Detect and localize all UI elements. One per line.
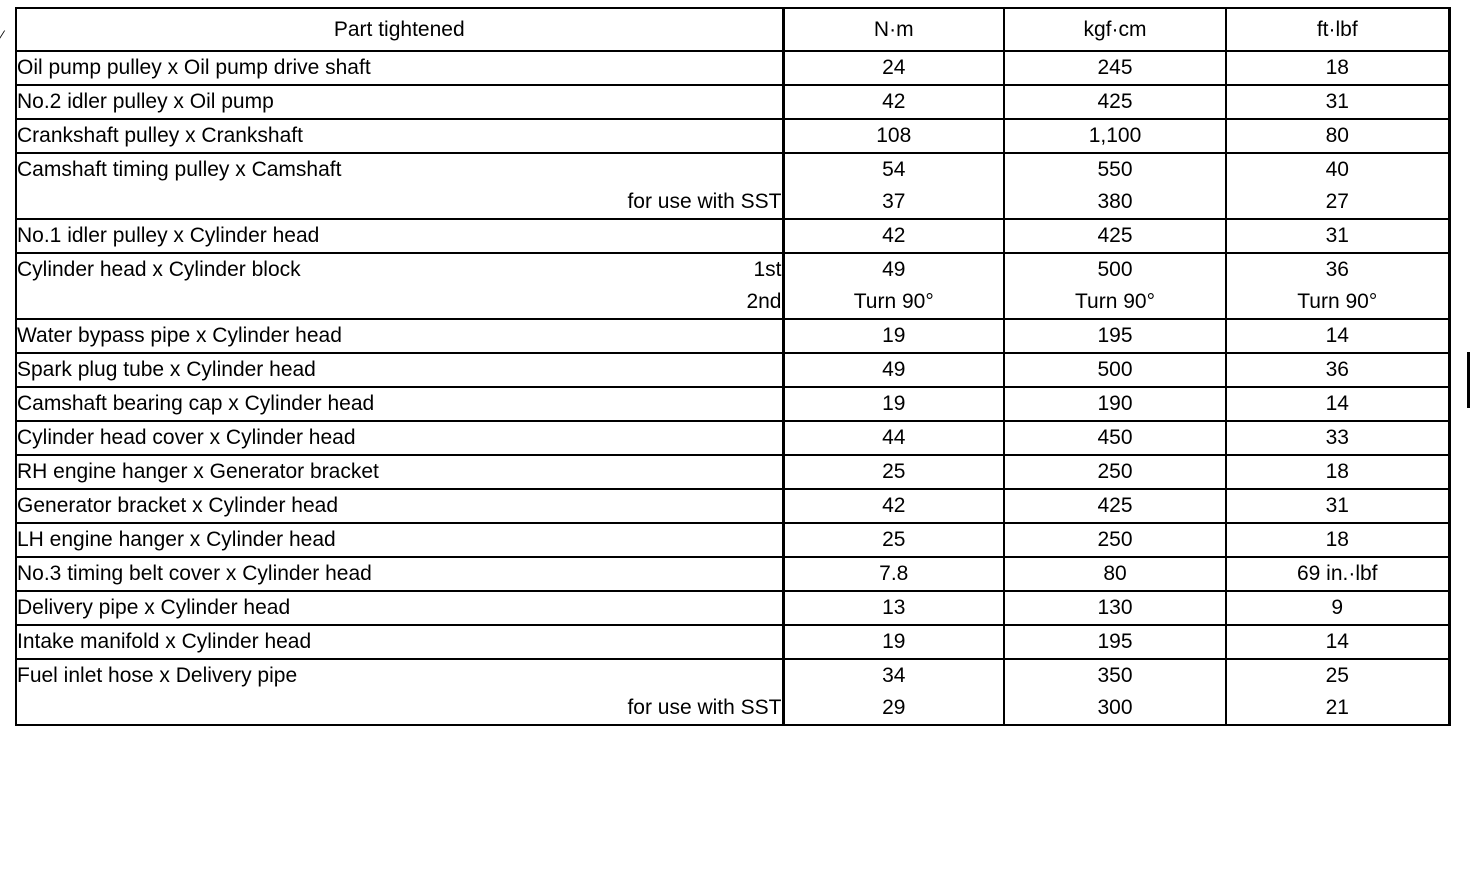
- table-row: [16, 51, 1449, 85]
- value-ft-lbf: 21: [1325, 696, 1349, 719]
- part-cell: [16, 455, 783, 489]
- value-kgf-cm-cell: [1004, 387, 1226, 421]
- table-row: [16, 523, 1449, 557]
- value-ft-lbf-cell: [1226, 85, 1449, 119]
- part-cell: [16, 353, 783, 387]
- header-kgf-cm: kgf·cm: [1004, 8, 1226, 51]
- value-nm-cell: [783, 85, 1004, 119]
- value-nm: 108: [876, 124, 912, 147]
- value-nm-cell: [783, 421, 1004, 455]
- value-ft-lbf-cell: [1226, 253, 1449, 319]
- part-cell: [16, 591, 783, 625]
- value-kgf-cm-cell: [1004, 253, 1226, 319]
- part-name: Spark plug tube x Cylinder head: [17, 358, 316, 381]
- value-nm-cell: [783, 659, 1004, 725]
- value-ft-lbf-cell: [1226, 319, 1449, 353]
- edge-bar-mark: [1467, 352, 1470, 408]
- part-cell: [16, 387, 783, 421]
- header-row: [16, 8, 1449, 51]
- value-kgf-cm-cell: [1004, 353, 1226, 387]
- value-kgf-cm: 1,100: [1088, 124, 1142, 147]
- part-name: Oil pump pulley x Oil pump drive shaft: [17, 56, 371, 79]
- part-cell: [16, 219, 783, 253]
- value-nm-cell: [783, 119, 1004, 153]
- value-kgf-cm: 350: [1097, 664, 1133, 687]
- step-note: for use with SST: [627, 696, 782, 719]
- value-ft-lbf-cell: [1226, 659, 1449, 725]
- value-ft-lbf-cell: [1226, 119, 1449, 153]
- value-kgf-cm: 425: [1097, 494, 1133, 517]
- value-kgf-cm: 425: [1097, 90, 1133, 113]
- value-kgf-cm: 500: [1097, 358, 1133, 381]
- value-nm: Turn 90°: [853, 290, 934, 313]
- value-ft-lbf: 18: [1325, 460, 1349, 483]
- part-name: Camshaft timing pulley x Camshaft: [17, 158, 342, 181]
- value-ft-lbf-cell: [1226, 353, 1449, 387]
- table-row: [16, 119, 1449, 153]
- value-kgf-cm-cell: [1004, 153, 1226, 219]
- table-row: [16, 625, 1449, 659]
- value-kgf-cm: 380: [1097, 190, 1133, 213]
- table-row: [16, 455, 1449, 489]
- value-nm: 29: [882, 696, 906, 719]
- value-nm: 19: [882, 630, 906, 653]
- part-name: Generator bracket x Cylinder head: [17, 494, 338, 517]
- part-cell: [16, 421, 783, 455]
- part-name: Cylinder head cover x Cylinder head: [17, 426, 356, 449]
- value-kgf-cm: Turn 90°: [1075, 290, 1155, 313]
- value-nm-cell: [783, 253, 1004, 319]
- value-nm: 13: [882, 596, 906, 619]
- value-ft-lbf-cell: [1226, 421, 1449, 455]
- value-nm: 49: [882, 258, 906, 281]
- value-ft-lbf-cell: [1226, 557, 1449, 591]
- value-ft-lbf-cell: [1226, 591, 1449, 625]
- value-ft-lbf: 69 in.·lbf: [1296, 562, 1378, 585]
- table-row: [16, 85, 1449, 119]
- table-row: [16, 591, 1449, 625]
- value-ft-lbf-cell: [1226, 51, 1449, 85]
- table-row: [16, 253, 1449, 319]
- part-name: Water bypass pipe x Cylinder head: [17, 324, 342, 347]
- part-name: Cylinder head x Cylinder block: [17, 258, 301, 281]
- value-ft-lbf: 27: [1325, 190, 1349, 213]
- value-nm-cell: [783, 353, 1004, 387]
- part-line: [17, 254, 782, 286]
- value-kgf-cm: 195: [1097, 630, 1133, 653]
- step-note: for use with SST: [627, 190, 782, 213]
- value-nm-cell: [783, 455, 1004, 489]
- value-nm: 19: [882, 392, 906, 415]
- value-ft-lbf-cell: [1226, 387, 1449, 421]
- value-ft-lbf: 31: [1325, 224, 1349, 247]
- value-kgf-cm: 550: [1097, 158, 1133, 181]
- value-nm: 49: [882, 358, 906, 381]
- value-kgf-cm: 250: [1097, 460, 1133, 483]
- table-row: [16, 153, 1449, 219]
- value-kgf-cm-cell: [1004, 85, 1226, 119]
- value-ft-lbf-cell: [1226, 219, 1449, 253]
- part-name: No.2 idler pulley x Oil pump: [17, 90, 274, 113]
- value-ft-lbf: 31: [1325, 494, 1349, 517]
- part-cell: [16, 319, 783, 353]
- table-row: [16, 659, 1449, 725]
- edge-tick-mark: ⁄: [1, 27, 4, 43]
- part-cell: [16, 523, 783, 557]
- part-cell: [16, 119, 783, 153]
- value-nm: 42: [882, 494, 906, 517]
- part-name: RH engine hanger x Generator bracket: [17, 460, 379, 483]
- part-name: LH engine hanger x Cylinder head: [17, 528, 336, 551]
- value-nm-cell: [783, 387, 1004, 421]
- value-kgf-cm: 130: [1097, 596, 1133, 619]
- table-row: [16, 489, 1449, 523]
- part-cell: [16, 557, 783, 591]
- part-cell: [16, 489, 783, 523]
- value-kgf-cm-cell: [1004, 319, 1226, 353]
- value-ft-lbf: 25: [1325, 664, 1349, 687]
- step-note: 1st: [753, 258, 782, 281]
- value-kgf-cm-cell: [1004, 523, 1226, 557]
- value-kgf-cm-cell: [1004, 625, 1226, 659]
- value-kgf-cm-cell: [1004, 591, 1226, 625]
- header-part-tightened: Part tightened: [16, 8, 783, 51]
- part-name: Delivery pipe x Cylinder head: [17, 596, 291, 619]
- value-nm: 25: [882, 460, 906, 483]
- value-nm-cell: [783, 319, 1004, 353]
- header-nm: N·m: [783, 8, 1004, 51]
- table-row: [16, 353, 1449, 387]
- value-ft-lbf-cell: [1226, 455, 1449, 489]
- part-cell: [16, 625, 783, 659]
- value-kgf-cm-cell: [1004, 51, 1226, 85]
- part-cell: [16, 51, 783, 85]
- part-cell: [16, 85, 783, 119]
- value-ft-lbf: 14: [1325, 324, 1349, 347]
- value-ft-lbf: 14: [1325, 630, 1349, 653]
- part-name: No.3 timing belt cover x Cylinder head: [17, 562, 372, 585]
- value-kgf-cm: 190: [1097, 392, 1133, 415]
- table-row: [16, 319, 1449, 353]
- value-ft-lbf: 36: [1325, 258, 1349, 281]
- table-row: [16, 219, 1449, 253]
- value-nm: 19: [882, 324, 906, 347]
- value-nm-cell: [783, 219, 1004, 253]
- value-ft-lbf: 31: [1325, 90, 1349, 113]
- value-nm-cell: [783, 591, 1004, 625]
- value-ft-lbf: 36: [1325, 358, 1349, 381]
- value-nm-cell: [783, 51, 1004, 85]
- part-name: Intake manifold x Cylinder head: [17, 630, 312, 653]
- value-nm-cell: [783, 557, 1004, 591]
- value-ft-lbf-cell: [1226, 625, 1449, 659]
- value-nm: 25: [882, 528, 906, 551]
- value-ft-lbf: 40: [1325, 158, 1349, 181]
- value-nm-cell: [783, 523, 1004, 557]
- torque-spec-table: [15, 7, 1451, 726]
- value-kgf-cm-cell: [1004, 557, 1226, 591]
- part-cell: [16, 659, 783, 725]
- value-kgf-cm: 425: [1097, 224, 1133, 247]
- value-kgf-cm-cell: [1004, 489, 1226, 523]
- value-kgf-cm: 250: [1097, 528, 1133, 551]
- value-nm: 37: [882, 190, 906, 213]
- part-name: No.1 idler pulley x Cylinder head: [17, 224, 320, 247]
- value-ft-lbf: 80: [1325, 124, 1349, 147]
- part-cell: [16, 153, 783, 219]
- value-nm-cell: [783, 153, 1004, 219]
- header-ft-lbf: ft·lbf: [1226, 8, 1449, 51]
- table-row: [16, 557, 1449, 591]
- part-name: Crankshaft pulley x Crankshaft: [17, 124, 303, 147]
- value-ft-lbf: 14: [1325, 392, 1349, 415]
- value-kgf-cm-cell: [1004, 119, 1226, 153]
- value-kgf-cm-cell: [1004, 455, 1226, 489]
- value-nm: 42: [882, 90, 906, 113]
- value-ft-lbf: 9: [1331, 596, 1344, 619]
- part-name: Fuel inlet hose x Delivery pipe: [17, 664, 298, 687]
- value-ft-lbf: 18: [1325, 56, 1349, 79]
- value-nm: 42: [882, 224, 906, 247]
- value-kgf-cm: 80: [1103, 562, 1127, 585]
- value-nm: 7.8: [879, 562, 909, 585]
- value-nm: 44: [882, 426, 906, 449]
- value-ft-lbf-cell: [1226, 523, 1449, 557]
- value-nm-cell: [783, 625, 1004, 659]
- value-ft-lbf-cell: [1226, 153, 1449, 219]
- value-kgf-cm: 245: [1097, 56, 1133, 79]
- value-kgf-cm: 450: [1097, 426, 1133, 449]
- value-ft-lbf: Turn 90°: [1297, 290, 1378, 313]
- value-ft-lbf: 18: [1325, 528, 1349, 551]
- table-row: [16, 387, 1449, 421]
- value-kgf-cm: 195: [1097, 324, 1133, 347]
- value-kgf-cm-cell: [1004, 659, 1226, 725]
- value-nm-cell: [783, 489, 1004, 523]
- value-ft-lbf-cell: [1226, 489, 1449, 523]
- part-cell: [16, 253, 783, 319]
- value-kgf-cm: 300: [1097, 696, 1133, 719]
- value-ft-lbf: 33: [1325, 426, 1349, 449]
- value-kgf-cm: 500: [1097, 258, 1133, 281]
- value-kgf-cm-cell: [1004, 421, 1226, 455]
- step-note: 2nd: [746, 290, 782, 313]
- value-kgf-cm-cell: [1004, 219, 1226, 253]
- part-name: Camshaft bearing cap x Cylinder head: [17, 392, 375, 415]
- value-nm: 54: [882, 158, 906, 181]
- value-nm: 34: [882, 664, 906, 687]
- value-nm: 24: [882, 56, 906, 79]
- table-row: [16, 421, 1449, 455]
